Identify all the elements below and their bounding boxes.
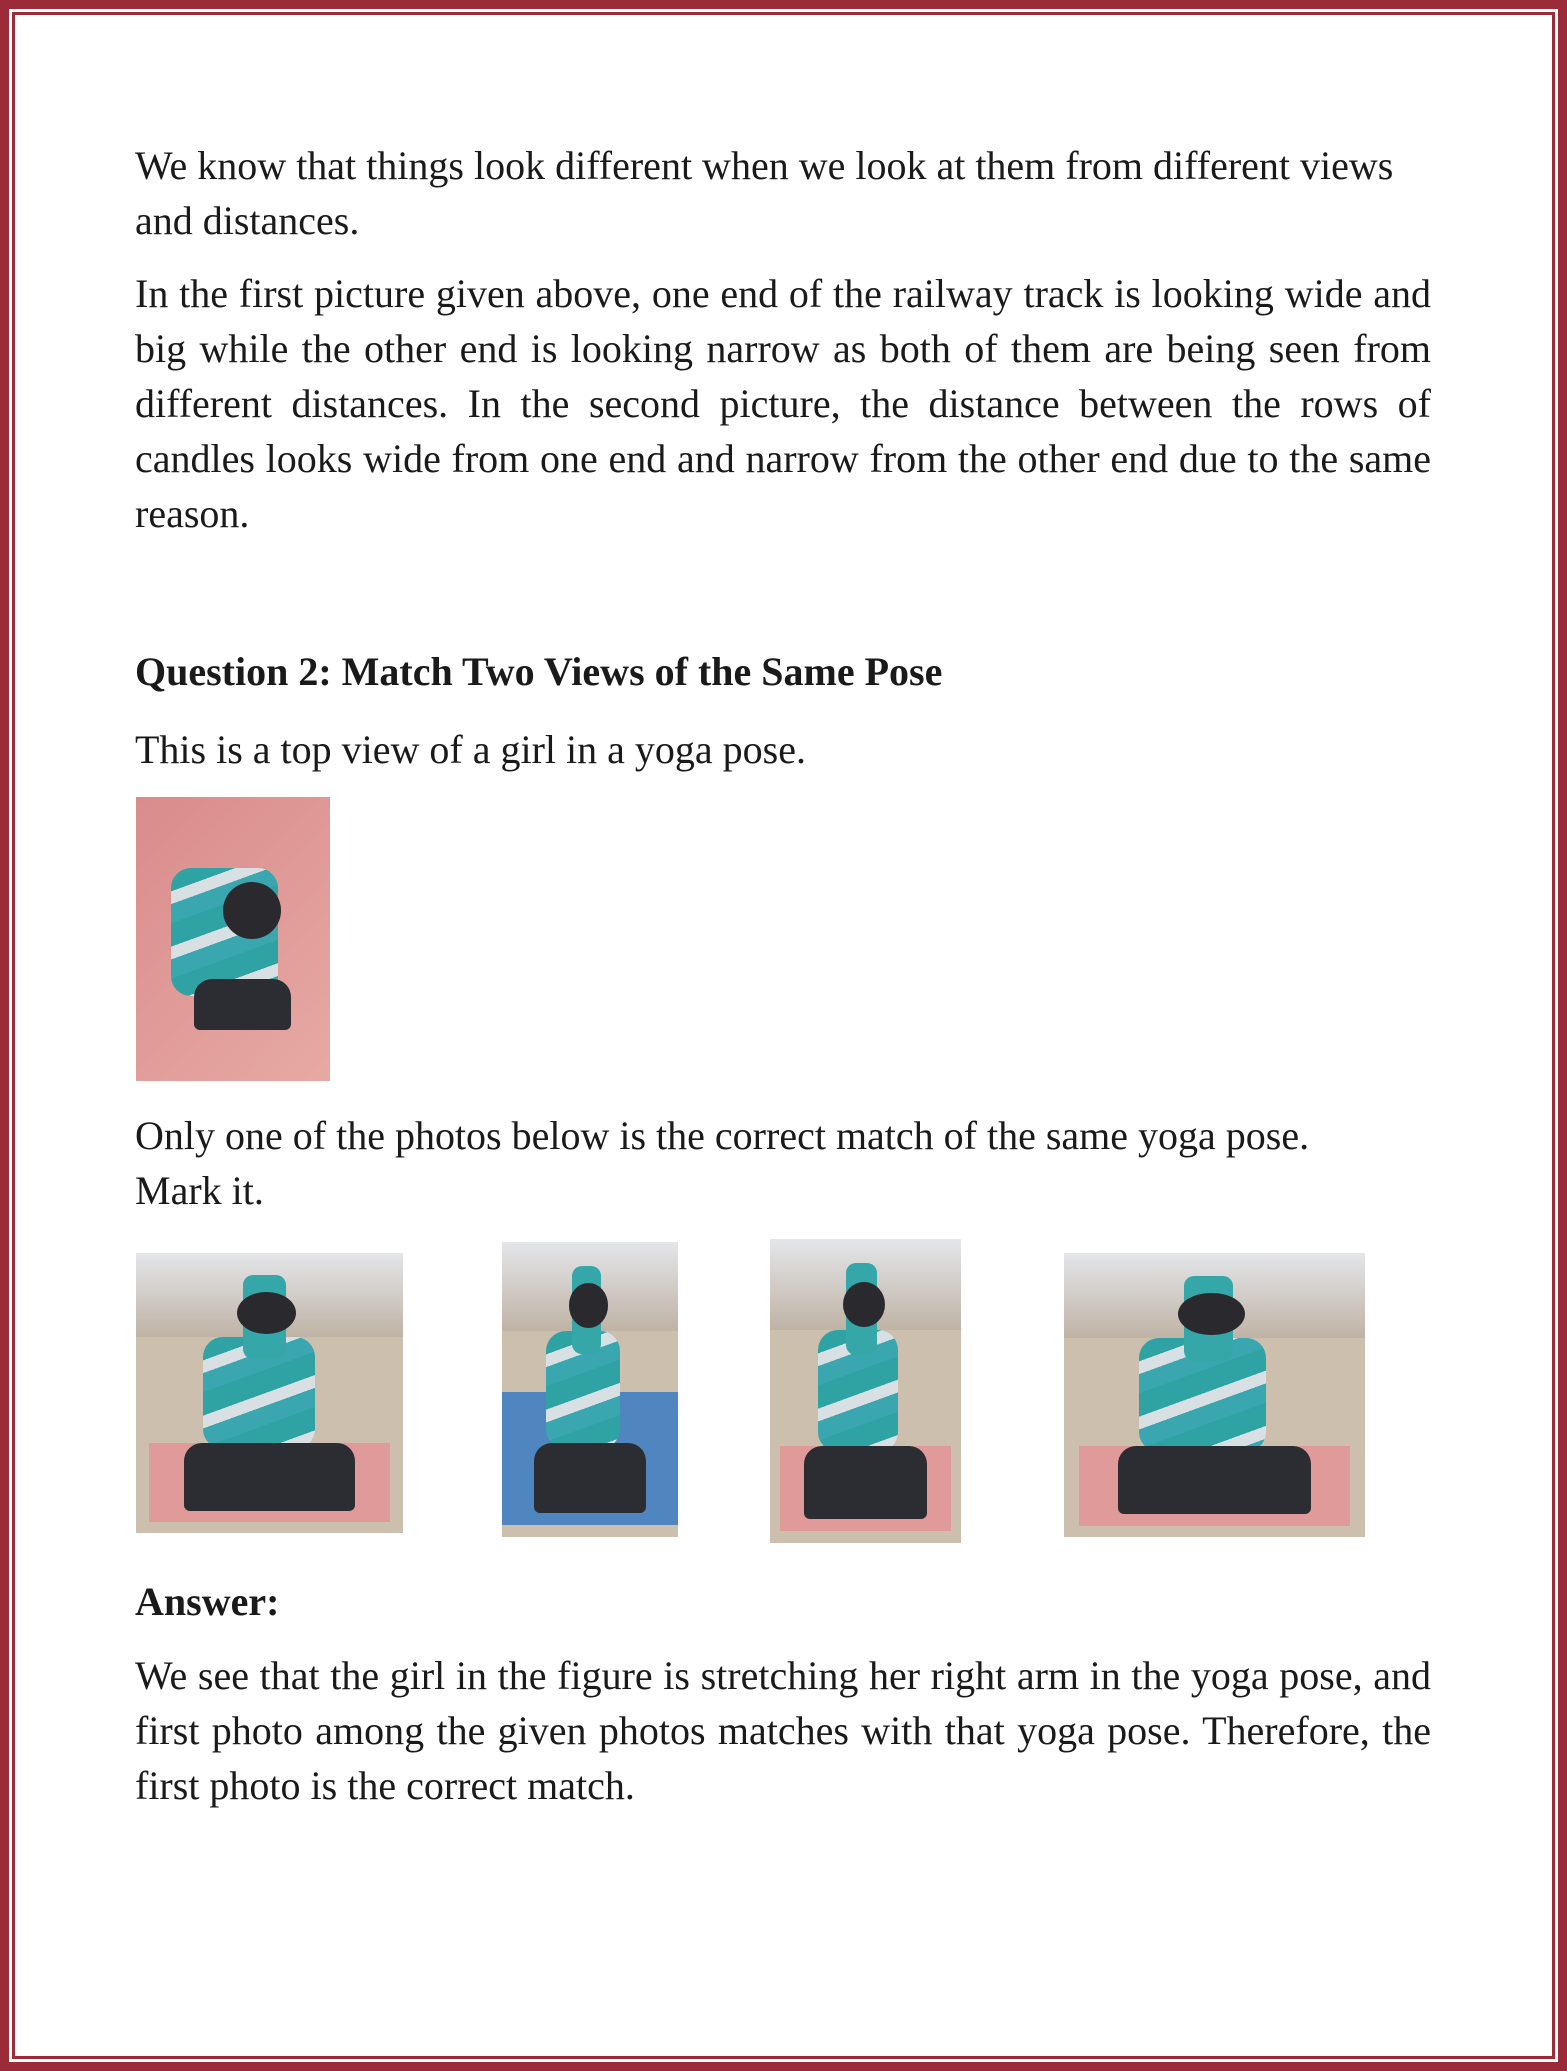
- option-photo-1[interactable]: [136, 1253, 403, 1533]
- option-photo-4[interactable]: [1064, 1253, 1365, 1537]
- question-instruction: Only one of the photos below is the correct match of the same yoga pose. Mark it.: [135, 1113, 1310, 1213]
- top-view-photo: [136, 797, 330, 1081]
- question-prompt: This is a top view of a girl in a yoga pose.: [135, 727, 806, 772]
- question-heading: Question 2: Match Two Views of the Same Pose: [135, 649, 943, 694]
- option-photo-2[interactable]: [502, 1242, 678, 1537]
- answer-text: We see that the girl in the figure is stretching her right arm in the yoga pose, and first photo among the given photos matches with that yoga pose. Therefore, the first photo is the correct match.: [135, 1653, 1431, 1808]
- option-photo-3[interactable]: [770, 1239, 961, 1543]
- explanation-paragraph: In the first picture given above, one end of the railway track is looking wide and big while the other end is looking narrow as both of them are being seen from different distances. In the second picture, the distance between the rows of candles looks wide from one end and narrow from the other end due to the same reason.: [135, 271, 1431, 536]
- intro-paragraph: We know that things look different when we look at them from different views and distances.: [135, 143, 1394, 243]
- answer-label: Answer:: [135, 1579, 280, 1624]
